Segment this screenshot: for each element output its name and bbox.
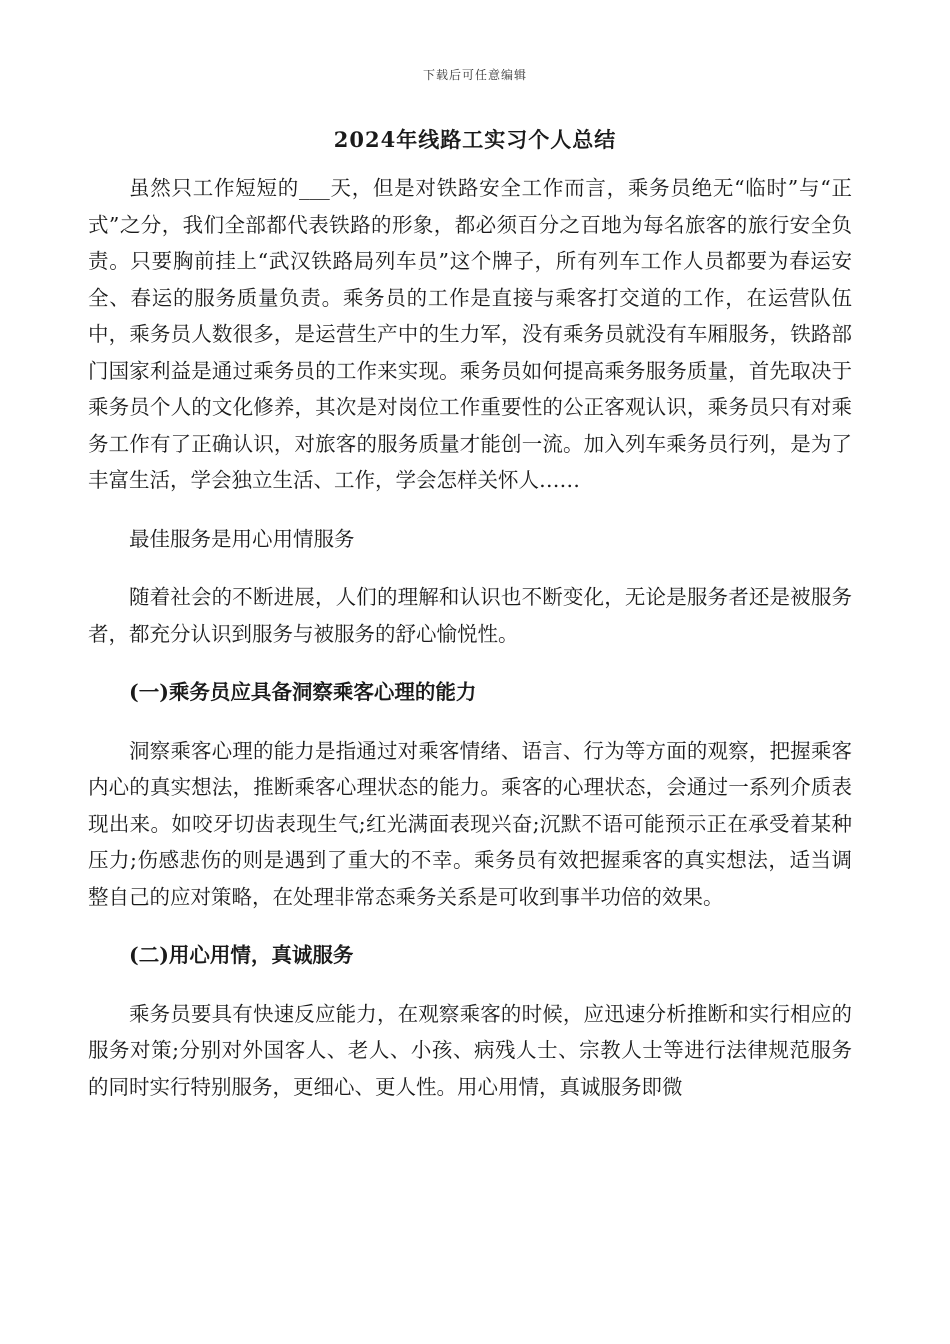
header-note: 下载后可任意编辑 xyxy=(422,68,527,82)
section-heading-2: (二)用心用情，真诚服务 xyxy=(129,943,354,967)
section-heading-1: (一)乘务员应具备洞察乘客心理的能力 xyxy=(129,680,477,704)
paragraph-sincere-service: 乘务员要具有快速反应能力，在观察乘客的时候，应迅速分析推断和实行相应的服务对策;分别对外国客人、老人、小孩、病残人士、宗教人士等进行法律规范服务的同时实行特别服务，更细心、更人性。用心用情，真诚服务即微 xyxy=(88,1001,852,1099)
document-title: 2024年线路工实习个人总结 xyxy=(333,127,617,152)
paragraph-insight: 洞察乘客心理的能力是指通过对乘客情绪、语言、行为等方面的观察，把握乘客内心的真实想法，推断乘客心理状态的能力。乘客的心理状态，会通过一系列介质表现出来。如咬牙切齿表现生气;红光满面表现兴奋;沉默不语可能预示正在承受着某种压力;伤感悲伤的则是遇到了重大的不幸。乘务员有效把握乘客的真实想法，适当调整自己的应对策略，在处理非常态乘务关系是可收到事半功倍的效果。 xyxy=(88,738,852,909)
paragraph-social-progress: 随着社会的不断进展，人们的理解和认识也不断变化，无论是服务者还是被服务者，都充分认识到服务与被服务的舒心愉悦性。 xyxy=(88,585,852,646)
subheading-best-service: 最佳服务是用心用情服务 xyxy=(129,526,355,551)
paragraph-intro: 虽然只工作短短的___天，但是对铁路安全工作而言，乘务员绝无“临时”与“正式”之分，我们全部都代表铁路的形象，都必须百分之百地为每名旅客的旅行安全负责。只要胸前挂上“武汉铁路局列车员”这个牌子，所有列车工作人员都要为春运安全、春运的服务质量负责。乘务员的工作是直接与乘客打交道的工作，在运营队伍中，乘务员人数很多，是运营生产中的生力军，没有乘务员就没有车厢服务，铁路部门国家利益是通过乘务员的工作来实现。乘务员如何提高乘务服务质量，首先取决于乘务员个人的文化修养，其次是对岗位工作重要性的公正客观认识，乘务员只有对乘务工作有了正确认识，对旅客的服务质量才能创一流。加入列车乘务员行列，是为了丰富生活，学会独立生活、工作，学会怎样关怀人…… xyxy=(88,176,852,492)
document-body xyxy=(88,170,852,1105)
